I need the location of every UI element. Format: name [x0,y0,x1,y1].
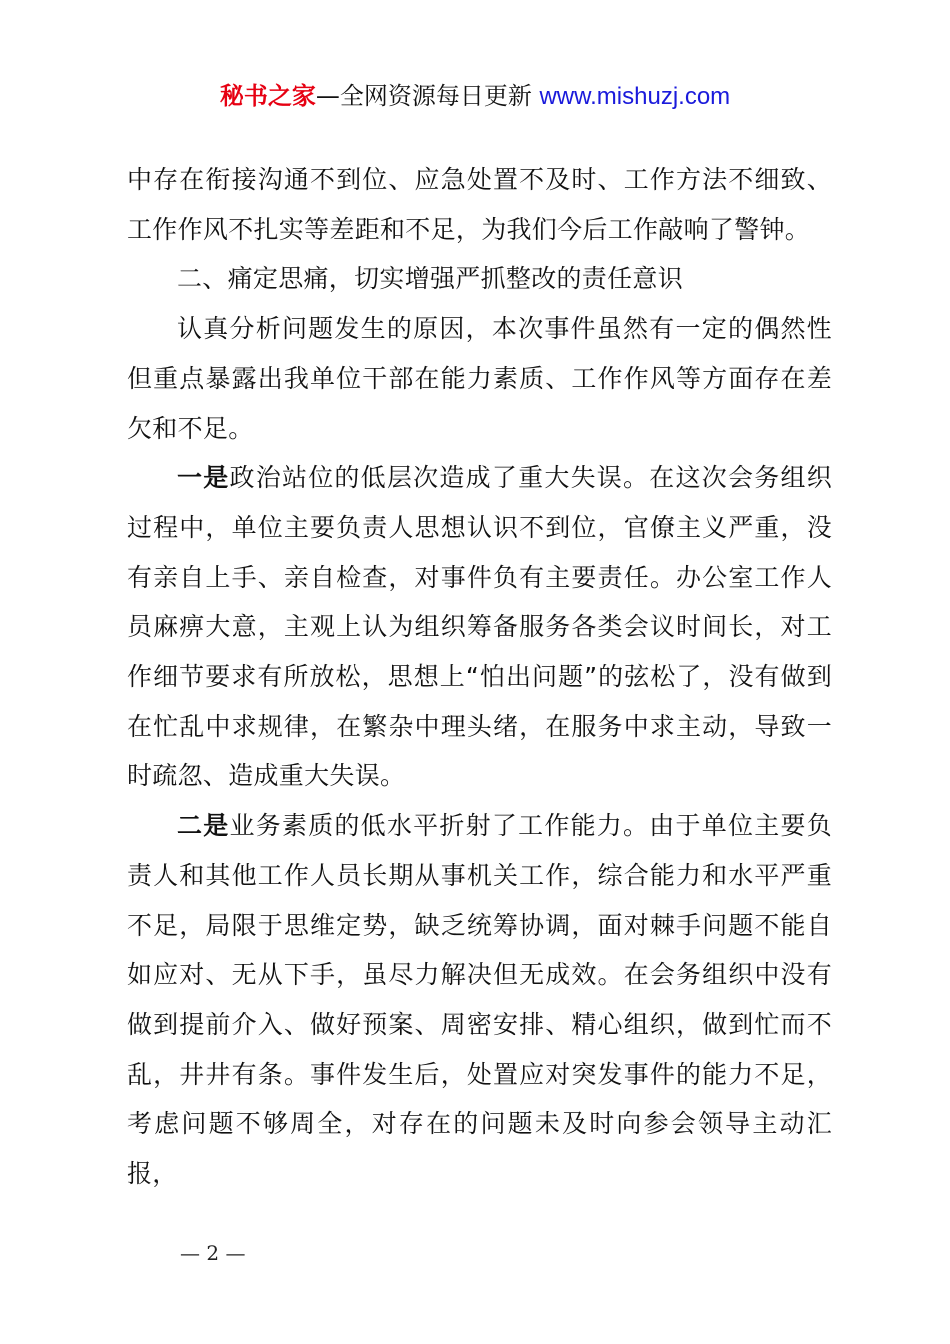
site-url-link[interactable]: www.mishuzj.com [539,83,731,110]
paragraph-4-lead: 一是 [177,463,230,493]
paragraph-3-text: 认真分析问题发生的原因，本次事件虽然有一定的偶然性但重点暴露出我单位干部在能力素质、工作作风等方面存在差欠和不足。 [127,314,832,443]
section-heading-text: 二、痛定思痛，切实增强严抓整改的责任意识 [177,264,684,294]
paragraph-5 [127,801,832,1199]
paragraph-1 [127,155,832,254]
document-body [127,155,832,1199]
paragraph-1-text: 中存在衔接沟通不到位、应急处置不及时、工作方法不细致、工作作风不扎实等差距和不足，为我们今后工作敲响了警钟。 [127,165,832,244]
paragraph-4 [127,453,832,801]
paragraph-4-text: 政治站位的低层次造成了重大失误。在这次会务组织过程中，单位主要负责人思想认识不到位，官僚主义严重，没有亲自上手、亲自检查，对事件负有主要责任。办公室工作人员麻痹大意，主观上认为组织筹备服务各类会议时间长，对工作细节要求有所放松，思想上“怕出问题”的弦松了，没有做到在忙乱中求规律，在繁杂中理头绪，在服务中求主动，导致一时疏忽、造成重大失误。 [127,463,832,791]
header-tagline: —全网资源每日更新 [315,82,532,110]
paragraph-5-lead: 二是 [177,811,230,841]
paragraph-3 [127,304,832,453]
page-header [0,78,950,115]
brand-name: 秘书之家 [219,82,316,110]
page-number: — 2 — [180,1241,246,1265]
paragraph-5-text: 业务素质的低水平折射了工作能力。由于单位主要负责人和其他工作人员长期从事机关工作，综合能力和水平严重不足，局限于思维定势，缺乏统筹协调，面对棘手问题不能自如应对、无从下手，虽尽力解决但无成效。在会务组织中没有做到提前介入、做好预案、周密安排、精心组织，做到忙而不乱，井井有条。事件发生后，处置应对突发事件的能力不足，考虑问题不够周全，对存在的问题未及时向参会领导主动汇报， [127,811,832,1189]
section-heading [127,254,832,304]
